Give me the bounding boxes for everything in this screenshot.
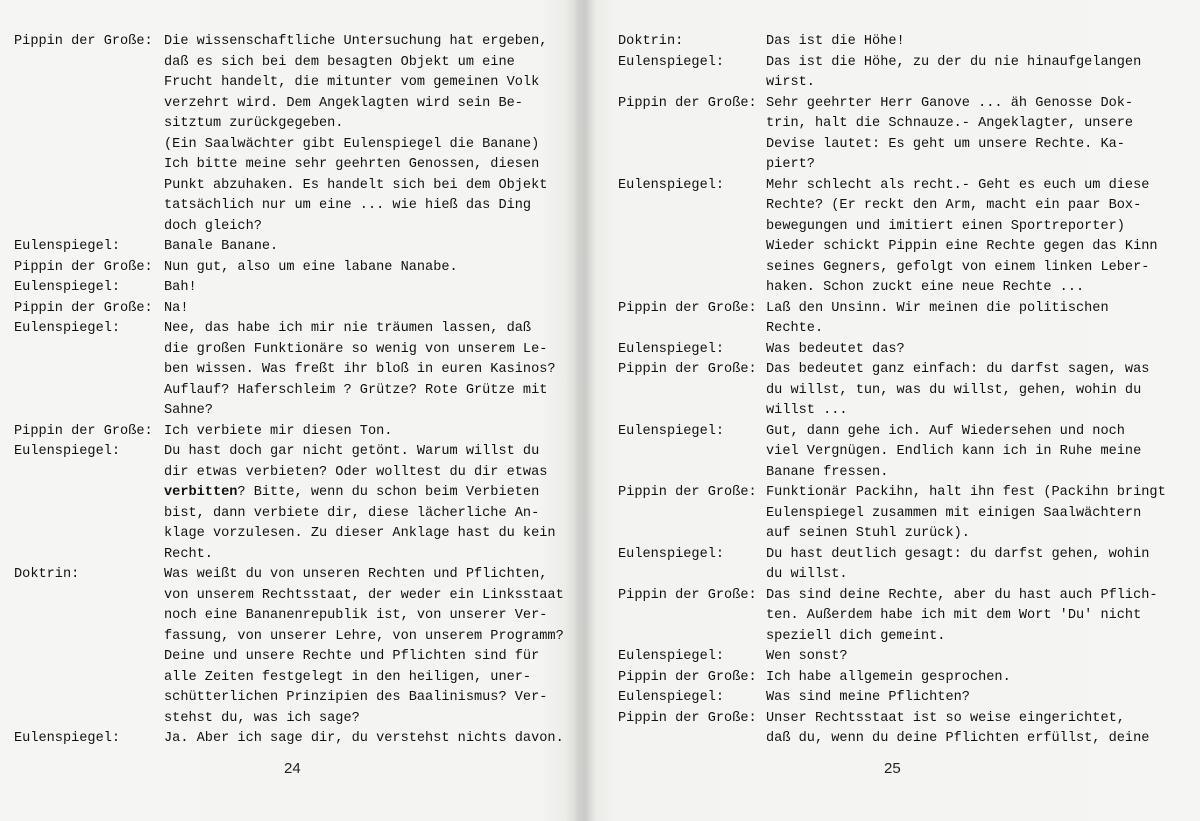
left-page — [14, 32, 580, 750]
dialogue-text: Gut, dann gehe ich. Auf Wiedersehen und noch — [766, 423, 1125, 439]
script-line — [14, 586, 580, 607]
speaker-name: Pippin der Große: — [618, 710, 757, 726]
script-line — [14, 463, 580, 484]
page-number-right: 25 — [884, 760, 901, 777]
script-line — [618, 565, 1184, 586]
speaker-name — [14, 586, 164, 607]
dialogue-text-rest: ? Bitte, wenn du schon beim Verbieten — [237, 485, 540, 500]
dialogue-text: Das bedeutet ganz einfach: du darfst sagen, was — [766, 362, 1150, 377]
dialogue-text: Das sind deine Rechte, aber du hast auch Pflich- — [766, 587, 1158, 603]
speaker-name — [14, 401, 164, 422]
script-line — [14, 709, 580, 730]
script-line — [14, 524, 580, 545]
dialogue-text: doch gleich? — [164, 218, 262, 234]
speaker-name: Eulenspiegel: — [618, 690, 725, 705]
emphasized-word: verbitten — [164, 485, 238, 500]
script-line — [618, 340, 1184, 361]
speaker-name — [618, 319, 766, 340]
speaker-name — [14, 217, 164, 238]
speaker-name — [14, 524, 164, 545]
speaker-name: Pippin der Große: — [618, 587, 757, 603]
dialogue-text: viel Vergnügen. Endlich kann ich in Ruhe meine — [766, 444, 1142, 459]
right-page — [618, 32, 1184, 750]
script-line — [618, 94, 1184, 115]
script-line — [14, 278, 580, 299]
script-line — [14, 504, 580, 525]
dialogue-text: noch eine Bananenrepublik ist, von unserer Ver- — [164, 608, 548, 623]
script-line — [14, 381, 580, 402]
dialogue-text: wirst. — [766, 75, 815, 90]
speaker-name: Eulenspiegel: — [14, 444, 121, 459]
script-line — [14, 299, 580, 320]
script-line — [618, 668, 1184, 689]
script-line — [618, 155, 1184, 176]
dialogue-text: Sehr geehrter Herr Ganove ... äh Genosse Dok- — [766, 95, 1134, 111]
speaker-name: Pippin der Große: — [14, 34, 153, 49]
dialogue-text: Mehr schlecht als recht.- Geht es euch um diese — [766, 177, 1150, 193]
dialogue-text: Na! — [164, 300, 189, 316]
dialogue-text: fassung, von unserer Lehre, von unserem Programm? — [164, 628, 564, 644]
speaker-name: Eulenspiegel: — [618, 54, 725, 70]
dialogue-text: du willst. — [766, 567, 848, 582]
speaker-name — [618, 196, 766, 217]
dialogue-text: Ich bitte meine sehr geehrten Genossen, diesen — [164, 157, 540, 172]
dialogue-text: Unser Rechtsstaat ist so weise eingerichtet, — [766, 710, 1125, 726]
script-line — [618, 114, 1184, 135]
speaker-name — [14, 709, 164, 730]
script-line — [618, 463, 1184, 484]
speaker-name — [14, 114, 164, 135]
dialogue-text: Auflauf? Haferschleim ? Grütze? Rote Grütze mit — [164, 382, 548, 398]
dialogue-text: Du hast doch gar nicht getönt. Warum willst du — [164, 444, 540, 459]
speaker-name: Pippin der Große: — [14, 259, 153, 275]
dialogue-text: Frucht handelt, die mitunter vom gemeinen Volk — [164, 75, 540, 90]
script-line — [14, 114, 580, 135]
speaker-name: Doktrin: — [14, 567, 80, 582]
script-line — [618, 422, 1184, 443]
dialogue-text: Wieder schickt Pippin eine Rechte gegen das Kinn — [766, 239, 1158, 254]
script-line — [618, 729, 1184, 750]
script-line — [14, 196, 580, 217]
speaker-name: Eulenspiegel: — [618, 177, 725, 193]
speaker-name — [14, 381, 164, 402]
dialogue-text: Rechte? (Er reckt den Arm, macht ein paar Box- — [766, 198, 1142, 213]
speaker-name — [14, 155, 164, 176]
speaker-name — [618, 237, 766, 258]
script-line — [618, 647, 1184, 668]
script-line — [618, 319, 1184, 340]
script-line — [14, 668, 580, 689]
script-line — [14, 237, 580, 258]
dialogue-text: ben wissen. Was freßt ihr bloß in euren Kasinos? — [164, 362, 556, 377]
dialogue-text: alle Zeiten festgelegt in den heiligen, uner- — [164, 669, 532, 685]
script-line — [618, 606, 1184, 627]
dialogue-text: Banane fressen. — [766, 464, 889, 480]
dialogue-text: Was bedeutet das? — [766, 341, 905, 357]
script-line — [14, 442, 580, 463]
speaker-name — [618, 627, 766, 648]
speaker-name — [618, 524, 766, 545]
dialogue-text: Bah! — [164, 280, 197, 295]
dialogue-text — [164, 483, 580, 504]
script-line — [618, 135, 1184, 156]
dialogue-text: die großen Funktionäre so wenig von unserem Le- — [164, 341, 548, 357]
dialogue-text: Was weißt du von unseren Rechten und Pflichten, — [164, 567, 548, 582]
script-line — [618, 258, 1184, 279]
script-line — [618, 196, 1184, 217]
speaker-name — [14, 176, 164, 197]
speaker-name — [14, 606, 164, 627]
dialogue-text: verzehrt wird. Dem Angeklagten wird sein Be- — [164, 95, 523, 111]
script-line — [618, 483, 1184, 504]
speaker-name — [14, 340, 164, 361]
speaker-name — [14, 94, 164, 115]
speaker-name — [618, 606, 766, 627]
script-line — [14, 688, 580, 709]
speaker-name — [14, 545, 164, 566]
dialogue-text: dir etwas verbieten? Oder wolltest du dir etwas — [164, 464, 548, 480]
dialogue-text: Banale Banane. — [164, 239, 279, 254]
speaker-name — [618, 442, 766, 463]
dialogue-text: Laß den Unsinn. Wir meinen die politischen — [766, 300, 1109, 316]
dialogue-text: Ja. Aber ich sage dir, du verstehst nichts davon. — [164, 731, 564, 746]
speaker-name — [14, 196, 164, 217]
dialogue-text: daß es sich bei dem besagten Objekt um eine — [164, 54, 515, 70]
script-line — [618, 504, 1184, 525]
speaker-name: Eulenspiegel: — [618, 341, 725, 357]
speaker-name — [618, 278, 766, 299]
script-line — [14, 94, 580, 115]
script-line — [14, 176, 580, 197]
script-line — [14, 483, 580, 504]
script-line — [618, 278, 1184, 299]
dialogue-text: Nun gut, also um eine labane Nanabe. — [164, 259, 458, 275]
script-line — [618, 237, 1184, 258]
dialogue-text: du willst, tun, was du willst, gehen, wohin du — [766, 382, 1142, 398]
dialogue-text: sitztum zurückgegeben. — [164, 116, 344, 131]
dialogue-text: trin, halt die Schnauze.- Angeklagter, unsere — [766, 116, 1134, 131]
dialogue-text: klage vorzulesen. Zu dieser Anklage hast du kein — [164, 526, 556, 541]
script-line — [618, 524, 1184, 545]
speaker-name — [14, 360, 164, 381]
speaker-name — [618, 73, 766, 94]
speaker-name — [618, 258, 766, 279]
speaker-name — [618, 401, 766, 422]
script-line — [14, 545, 580, 566]
script-line — [14, 340, 580, 361]
dialogue-text: Recht. — [164, 546, 213, 562]
script-line — [618, 688, 1184, 709]
dialogue-text: bewegungen und imitiert einen Sportreporter) — [766, 218, 1125, 234]
script-line — [14, 258, 580, 279]
script-line — [14, 565, 580, 586]
script-line — [618, 360, 1184, 381]
script-line — [618, 176, 1184, 197]
script-line — [618, 32, 1184, 53]
script-line — [14, 360, 580, 381]
dialogue-text: Nee, das habe ich mir nie träumen lassen, daß — [164, 321, 532, 336]
script-line — [618, 709, 1184, 730]
speaker-name — [618, 463, 766, 484]
dialogue-text: tatsächlich nur um eine ... wie hieß das Ding — [164, 198, 532, 213]
speaker-name: Pippin der Große: — [618, 362, 757, 377]
script-line — [14, 422, 580, 443]
dialogue-text: daß du, wenn du deine Pflichten erfüllst, deine — [766, 731, 1150, 746]
dialogue-text: stehst du, was ich sage? — [164, 710, 360, 726]
script-line — [14, 401, 580, 422]
speaker-name — [14, 53, 164, 74]
speaker-name — [14, 483, 164, 504]
speaker-name — [14, 463, 164, 484]
speaker-name: Pippin der Große: — [618, 669, 757, 685]
script-line — [14, 53, 580, 74]
script-line — [618, 73, 1184, 94]
speaker-name — [618, 114, 766, 135]
dialogue-text: Ich verbiete mir diesen Ton. — [164, 423, 393, 439]
script-line — [14, 319, 580, 340]
script-line — [14, 627, 580, 648]
page-number-left: 24 — [284, 760, 301, 777]
script-line — [618, 627, 1184, 648]
speaker-name: Pippin der Große: — [14, 423, 153, 439]
script-line — [14, 155, 580, 176]
speaker-name: Pippin der Große: — [618, 300, 757, 316]
script-line — [14, 647, 580, 668]
dialogue-text: Punkt abzuhaken. Es handelt sich bei dem Objekt — [164, 177, 548, 193]
speaker-name — [618, 729, 766, 750]
speaker-name — [618, 381, 766, 402]
dialogue-text: Devise lautet: Es geht um unsere Rechte. Ka- — [766, 136, 1125, 152]
speaker-name: Eulenspiegel: — [618, 649, 725, 664]
dialogue-text: Rechte. — [766, 321, 824, 336]
speaker-name — [14, 647, 164, 668]
dialogue-text: Ich habe allgemein gesprochen. — [766, 669, 1011, 685]
script-line — [618, 586, 1184, 607]
script-line — [14, 135, 580, 156]
script-line — [14, 73, 580, 94]
dialogue-text: Sahne? — [164, 403, 213, 418]
dialogue-text: (Ein Saalwächter gibt Eulenspiegel die Banane) — [164, 136, 540, 152]
script-line — [14, 606, 580, 627]
speaker-name: Eulenspiegel: — [618, 423, 725, 439]
speaker-name — [618, 504, 766, 525]
dialogue-text: bist, dann verbiete dir, diese lächerliche An- — [164, 505, 540, 521]
dialogue-text: schütterlichen Prinzipien des Baalinismus? Ver- — [164, 690, 548, 705]
speaker-name — [618, 155, 766, 176]
dialogue-text: von unserem Rechtsstaat, der weder ein Linksstaat — [164, 587, 564, 603]
speaker-name: Doktrin: — [618, 34, 684, 49]
dialogue-text: Funktionär Packihn, halt ihn fest (Packihn bringt — [766, 485, 1166, 500]
dialogue-text: Die wissenschaftliche Untersuchung hat ergeben, — [164, 34, 548, 49]
speaker-name: Eulenspiegel: — [14, 280, 121, 295]
script-line — [618, 442, 1184, 463]
script-line — [618, 401, 1184, 422]
speaker-name: Eulenspiegel: — [14, 239, 121, 254]
speaker-name — [14, 135, 164, 156]
dialogue-text: Deine und unsere Rechte und Pflichten sind für — [164, 649, 540, 664]
speaker-name — [14, 668, 164, 689]
script-line — [618, 545, 1184, 566]
dialogue-text: haken. Schon zuckt eine neue Rechte ... — [766, 280, 1085, 295]
dialogue-text: ten. Außerdem habe ich mit dem Wort 'Du' nicht — [766, 608, 1142, 623]
dialogue-text: Du hast deutlich gesagt: du darfst gehen, wohin — [766, 546, 1150, 562]
script-line — [14, 729, 580, 750]
script-line — [618, 299, 1184, 320]
speaker-name — [618, 565, 766, 586]
speaker-name: Pippin der Große: — [618, 485, 757, 500]
script-line — [14, 217, 580, 238]
dialogue-text: piert? — [766, 157, 815, 172]
speaker-name — [618, 135, 766, 156]
dialogue-text: auf seinen Stuhl zurück). — [766, 526, 970, 541]
dialogue-text: Was sind meine Pflichten? — [766, 690, 970, 705]
script-line — [618, 217, 1184, 238]
script-line — [618, 381, 1184, 402]
script-line — [618, 53, 1184, 74]
speaker-name: Eulenspiegel: — [618, 546, 725, 562]
dialogue-text: speziell dich gemeint. — [766, 628, 946, 644]
speaker-name — [14, 73, 164, 94]
speaker-name: Pippin der Große: — [14, 300, 153, 316]
speaker-name — [14, 688, 164, 709]
dialogue-text: Das ist die Höhe! — [766, 34, 905, 49]
dialogue-text: seines Gegners, gefolgt von einem linken Leber- — [766, 259, 1150, 275]
speaker-name: Eulenspiegel: — [14, 321, 121, 336]
speaker-name: Pippin der Große: — [618, 95, 757, 111]
dialogue-text: Wen sonst? — [766, 649, 848, 664]
speaker-name: Eulenspiegel: — [14, 731, 121, 746]
dialogue-text: Eulenspiegel zusammen mit einigen Saalwächtern — [766, 505, 1142, 521]
script-line — [14, 32, 580, 53]
dialogue-text: willst ... — [766, 403, 848, 418]
speaker-name — [14, 504, 164, 525]
speaker-name — [14, 627, 164, 648]
speaker-name — [618, 217, 766, 238]
dialogue-text: Das ist die Höhe, zu der du nie hinaufgelangen — [766, 54, 1142, 70]
